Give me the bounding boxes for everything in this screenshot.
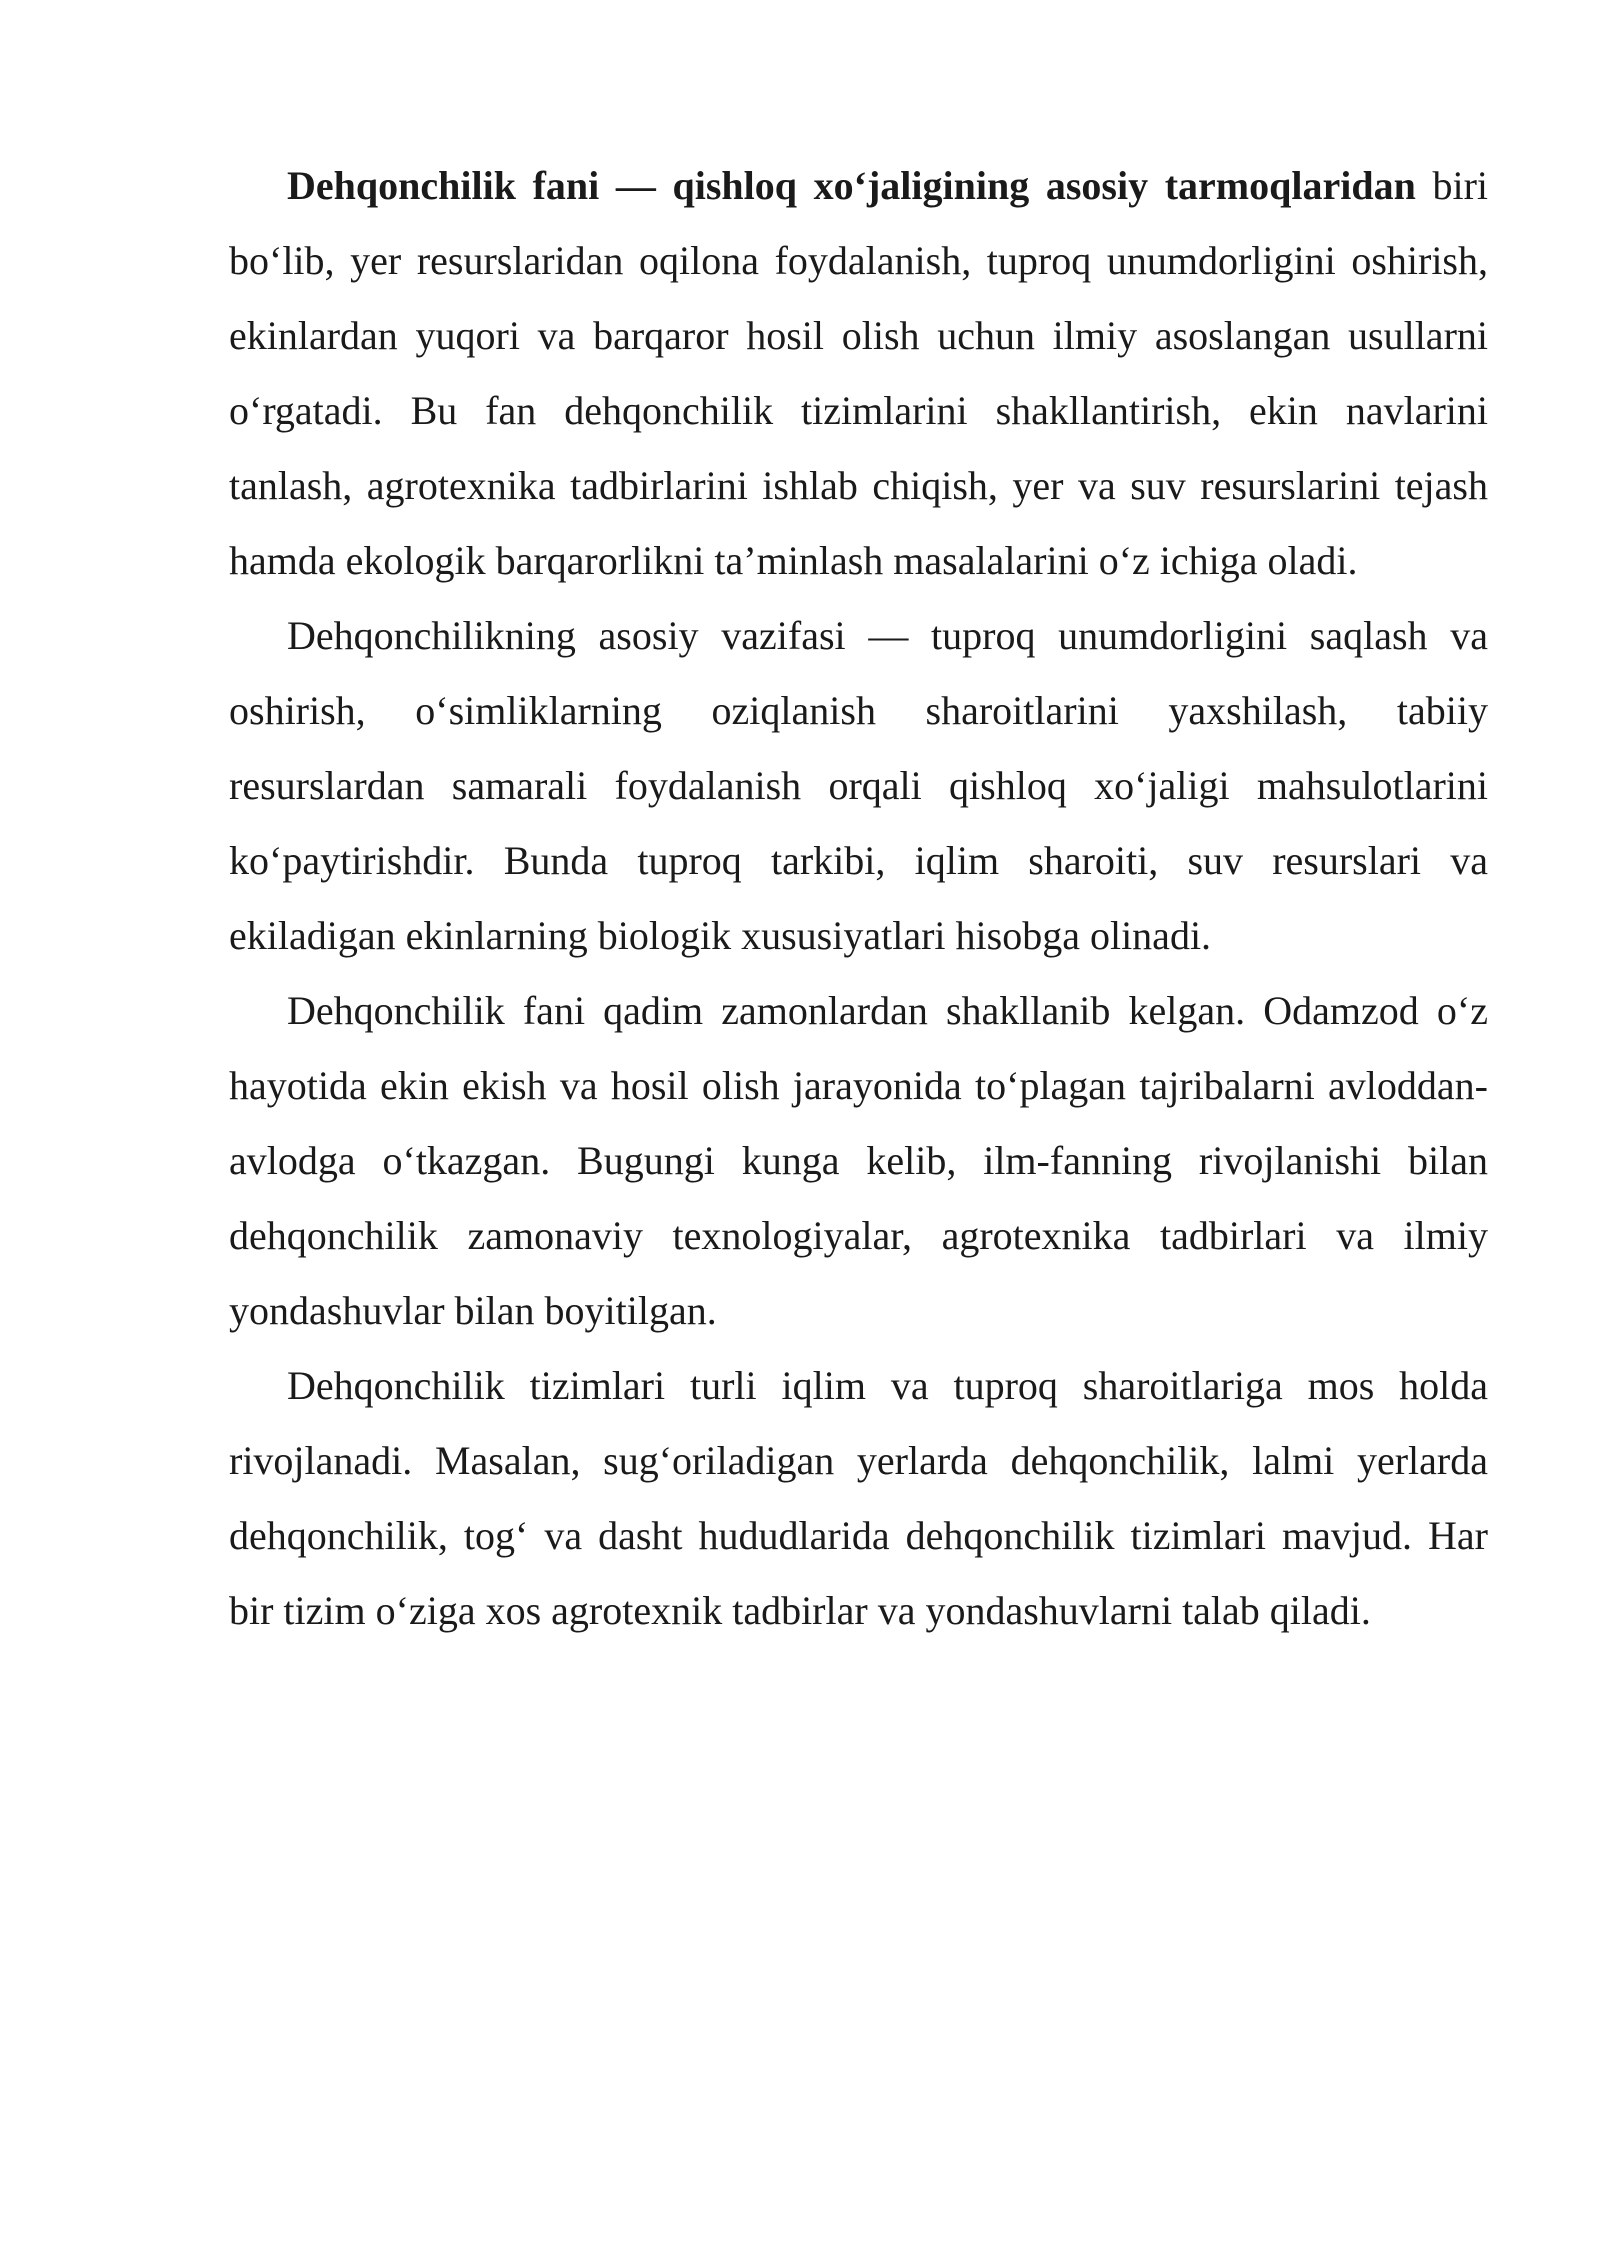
paragraph-text: biri bo‘lib, yer resurslaridan oqilona foydalanish, tuproq unumdorligini oshirish, ekinlardan yuqori va barqaror hosil olish uchun ilmiy asoslangan usullarni o‘rgatadi. Bu fan dehqonchilik tizimlarini shakllantirish, ekin navlarini tanlash, agrotexnika tadbirlarini ishlab chiqish, yer va suv resurslarini tejash hamda ekologik barqarorlikni ta’minlash masalalarini o‘z ichiga oladi. [229, 163, 1489, 583]
paragraph-lead-bold: Dehqonchilik fani — qishloq xo‘jaligining asosiy tarmoqlaridan [287, 163, 1416, 208]
paragraph-systems [229, 1348, 1488, 1648]
paragraph-intro [229, 148, 1488, 598]
paragraph-main-task [229, 598, 1488, 973]
document-page [229, 148, 1488, 1648]
paragraph-history [229, 973, 1488, 1348]
paragraph-text: Dehqonchilik fani qadim zamonlardan shakllanib kelgan. Odamzod o‘z hayotida ekin ekish va hosil olish jarayonida to‘plagan tajribalarni avloddan-avlodga o‘tkazgan. Bugungi kunga kelib, ilm-fanning rivojlanishi bilan dehqonchilik zamonaviy texnologiyalar, agrotexnika tadbirlari va ilmiy yondashuvlar bilan boyitilgan. [229, 988, 1488, 1333]
paragraph-text: Dehqonchilik tizimlari turli iqlim va tuproq sharoitlariga mos holda rivojlanadi. Masalan, sug‘oriladigan yerlarda dehqonchilik, lalmi yerlarda dehqonchilik, tog‘ va dasht hududlarida dehqonchilik tizimlari mavjud. Har bir tizim o‘ziga xos agrotexnik tadbirlar va yondashuvlarni talab qiladi. [229, 1363, 1488, 1633]
paragraph-text: Dehqonchilikning asosiy vazifasi — tuproq unumdorligini saqlash va oshirish, o‘simliklarning oziqlanish sharoitlarini yaxshilash, tabiiy resurslardan samarali foydalanish orqali qishloq xo‘jaligi mahsulotlarini ko‘paytirishdir. Bunda tuproq tarkibi, iqlim sharoiti, suv resurslari va ekiladigan ekinlarning biologik xususiyatlari hisobga olinadi. [229, 613, 1488, 958]
